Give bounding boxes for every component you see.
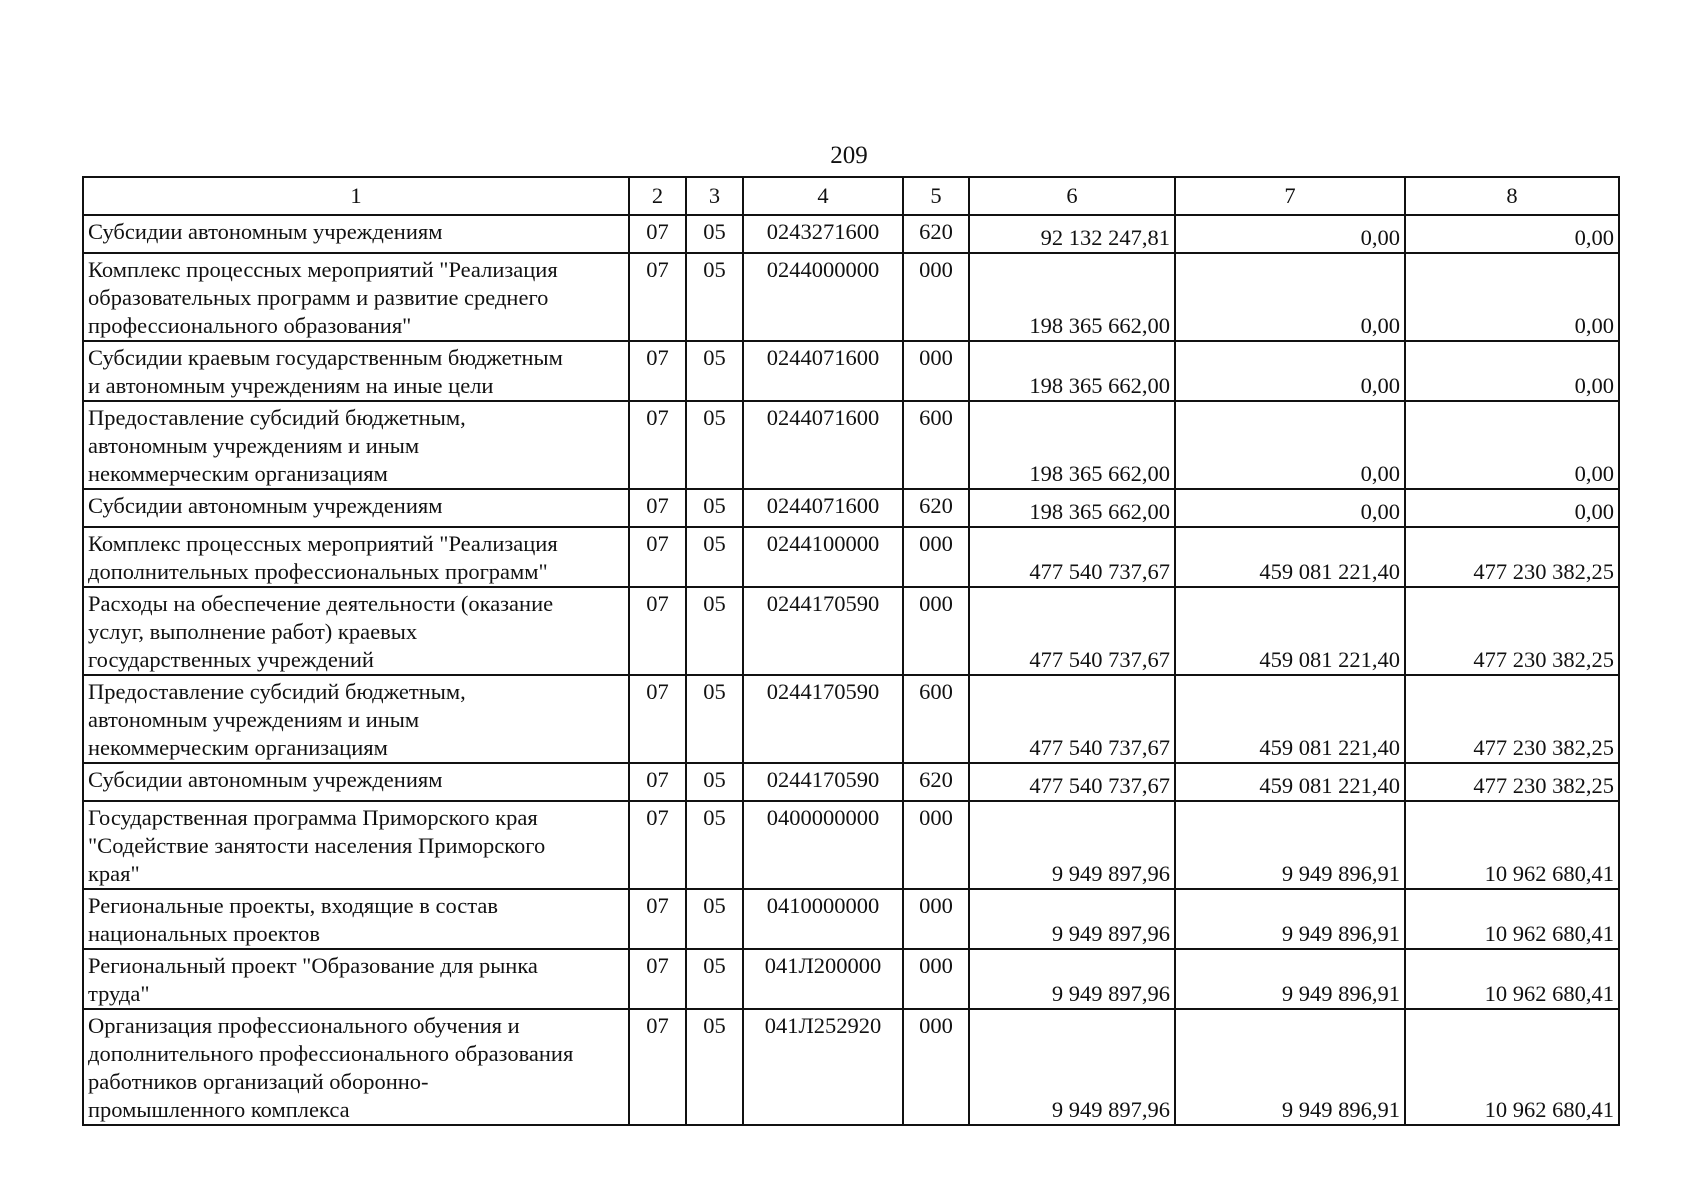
- item-name: Субсидии автономным учреждениям: [83, 489, 629, 527]
- target-article-code: 0244071600: [743, 341, 903, 401]
- amount-col-8: 0,00: [1405, 489, 1619, 527]
- section-code: 07: [629, 489, 686, 527]
- amount-col-8: 10 962 680,41: [1405, 949, 1619, 1009]
- page-number: 209: [830, 142, 868, 169]
- amount-col-7: 0,00: [1175, 401, 1405, 489]
- amount-col-7: 9 949 896,91: [1175, 949, 1405, 1009]
- subsection-code: 05: [686, 675, 743, 763]
- table-row: [83, 801, 1619, 889]
- expense-type-code: 000: [903, 253, 969, 341]
- amount-col-6: 198 365 662,00: [969, 489, 1175, 527]
- amount-col-8: 477 230 382,25: [1405, 675, 1619, 763]
- table-row: [83, 675, 1619, 763]
- target-article-code: 0244000000: [743, 253, 903, 341]
- section-code: 07: [629, 949, 686, 1009]
- expense-type-code: 000: [903, 1009, 969, 1125]
- amount-col-6: 477 540 737,67: [969, 675, 1175, 763]
- expense-type-code: 600: [903, 675, 969, 763]
- amount-col-6: 9 949 897,96: [969, 949, 1175, 1009]
- column-header: 1: [83, 177, 629, 215]
- target-article-code: 0244170590: [743, 763, 903, 801]
- amount-col-6: 198 365 662,00: [969, 341, 1175, 401]
- subsection-code: 05: [686, 341, 743, 401]
- item-name: Региональные проекты, входящие в состав национальных проектов: [83, 889, 629, 949]
- subsection-code: 05: [686, 215, 743, 253]
- amount-col-8: 10 962 680,41: [1405, 801, 1619, 889]
- target-article-code: 0244100000: [743, 527, 903, 587]
- section-code: 07: [629, 587, 686, 675]
- amount-col-6: 477 540 737,67: [969, 763, 1175, 801]
- item-name: Субсидии автономным учреждениям: [83, 215, 629, 253]
- amount-col-7: 459 081 221,40: [1175, 675, 1405, 763]
- table-row: [83, 889, 1619, 949]
- amount-col-8: 10 962 680,41: [1405, 1009, 1619, 1125]
- expense-type-code: 000: [903, 527, 969, 587]
- amount-col-7: 0,00: [1175, 489, 1405, 527]
- amount-col-8: 477 230 382,25: [1405, 587, 1619, 675]
- subsection-code: 05: [686, 253, 743, 341]
- amount-col-8: 10 962 680,41: [1405, 889, 1619, 949]
- amount-col-7: 9 949 896,91: [1175, 1009, 1405, 1125]
- amount-col-6: 198 365 662,00: [969, 401, 1175, 489]
- expense-type-code: 000: [903, 801, 969, 889]
- column-header: 5: [903, 177, 969, 215]
- item-name: Комплекс процессных мероприятий "Реализация дополнительных профессиональных программ": [83, 527, 629, 587]
- column-header: 8: [1405, 177, 1619, 215]
- table-row: [83, 253, 1619, 341]
- amount-col-8: 477 230 382,25: [1405, 763, 1619, 801]
- header-row: [83, 177, 1619, 215]
- item-name: Государственная программа Приморского края "Содействие занятости населения Приморского края": [83, 801, 629, 889]
- column-header: 3: [686, 177, 743, 215]
- amount-col-6: 198 365 662,00: [969, 253, 1175, 341]
- table-row: [83, 1009, 1619, 1125]
- section-code: 07: [629, 253, 686, 341]
- table-row: [83, 215, 1619, 253]
- amount-col-6: 477 540 737,67: [969, 587, 1175, 675]
- amount-col-6: 9 949 897,96: [969, 889, 1175, 949]
- target-article-code: 0244170590: [743, 675, 903, 763]
- expense-type-code: 000: [903, 949, 969, 1009]
- column-header: 2: [629, 177, 686, 215]
- amount-col-6: 92 132 247,81: [969, 215, 1175, 253]
- target-article-code: 0243271600: [743, 215, 903, 253]
- target-article-code: 0244071600: [743, 401, 903, 489]
- subsection-code: 05: [686, 489, 743, 527]
- target-article-code: 041Л200000: [743, 949, 903, 1009]
- subsection-code: 05: [686, 1009, 743, 1125]
- table-row: [83, 949, 1619, 1009]
- expense-type-code: 620: [903, 489, 969, 527]
- item-name: Предоставление субсидий бюджетным, автономным учреждениям и иным некоммерческим организациям: [83, 675, 629, 763]
- column-header: 6: [969, 177, 1175, 215]
- expense-type-code: 620: [903, 215, 969, 253]
- target-article-code: 041Л252920: [743, 1009, 903, 1125]
- item-name: Субсидии краевым государственным бюджетным и автономным учреждениям на иные цели: [83, 341, 629, 401]
- section-code: 07: [629, 1009, 686, 1125]
- budget-table: [82, 176, 1620, 1126]
- section-code: 07: [629, 527, 686, 587]
- item-name: Расходы на обеспечение деятельности (оказание услуг, выполнение работ) краевых государственных учреждений: [83, 587, 629, 675]
- subsection-code: 05: [686, 401, 743, 489]
- expense-type-code: 000: [903, 587, 969, 675]
- section-code: 07: [629, 763, 686, 801]
- expense-type-code: 000: [903, 341, 969, 401]
- target-article-code: 0400000000: [743, 801, 903, 889]
- table-row: [83, 763, 1619, 801]
- table-row: [83, 527, 1619, 587]
- amount-col-8: 0,00: [1405, 401, 1619, 489]
- table-row: [83, 341, 1619, 401]
- amount-col-8: 0,00: [1405, 215, 1619, 253]
- subsection-code: 05: [686, 801, 743, 889]
- amount-col-6: 9 949 897,96: [969, 1009, 1175, 1125]
- amount-col-7: 459 081 221,40: [1175, 763, 1405, 801]
- column-header: 4: [743, 177, 903, 215]
- amount-col-7: 9 949 896,91: [1175, 889, 1405, 949]
- section-code: 07: [629, 215, 686, 253]
- item-name: Субсидии автономным учреждениям: [83, 763, 629, 801]
- item-name: Предоставление субсидий бюджетным, автономным учреждениям и иным некоммерческим организациям: [83, 401, 629, 489]
- section-code: 07: [629, 801, 686, 889]
- item-name: Региональный проект "Образование для рынка труда": [83, 949, 629, 1009]
- table-row: [83, 489, 1619, 527]
- item-name: Организация профессионального обучения и дополнительного профессионального образования работников организаций оборонно- промышленного комплекса: [83, 1009, 629, 1125]
- amount-col-8: 0,00: [1405, 253, 1619, 341]
- expense-type-code: 620: [903, 763, 969, 801]
- subsection-code: 05: [686, 889, 743, 949]
- target-article-code: 0410000000: [743, 889, 903, 949]
- subsection-code: 05: [686, 763, 743, 801]
- amount-col-7: 0,00: [1175, 215, 1405, 253]
- section-code: 07: [629, 341, 686, 401]
- section-code: 07: [629, 401, 686, 489]
- amount-col-7: 459 081 221,40: [1175, 587, 1405, 675]
- amount-col-7: 0,00: [1175, 341, 1405, 401]
- subsection-code: 05: [686, 587, 743, 675]
- item-name: Комплекс процессных мероприятий "Реализация образовательных программ и развитие среднего профессионального образования": [83, 253, 629, 341]
- table-row: [83, 401, 1619, 489]
- expense-type-code: 000: [903, 889, 969, 949]
- column-header: 7: [1175, 177, 1405, 215]
- amount-col-6: 477 540 737,67: [969, 527, 1175, 587]
- subsection-code: 05: [686, 527, 743, 587]
- table-row: [83, 587, 1619, 675]
- amount-col-8: 477 230 382,25: [1405, 527, 1619, 587]
- target-article-code: 0244071600: [743, 489, 903, 527]
- target-article-code: 0244170590: [743, 587, 903, 675]
- subsection-code: 05: [686, 949, 743, 1009]
- amount-col-7: 9 949 896,91: [1175, 801, 1405, 889]
- expense-type-code: 600: [903, 401, 969, 489]
- amount-col-7: 459 081 221,40: [1175, 527, 1405, 587]
- amount-col-6: 9 949 897,96: [969, 801, 1175, 889]
- section-code: 07: [629, 675, 686, 763]
- section-code: 07: [629, 889, 686, 949]
- amount-col-7: 0,00: [1175, 253, 1405, 341]
- amount-col-8: 0,00: [1405, 341, 1619, 401]
